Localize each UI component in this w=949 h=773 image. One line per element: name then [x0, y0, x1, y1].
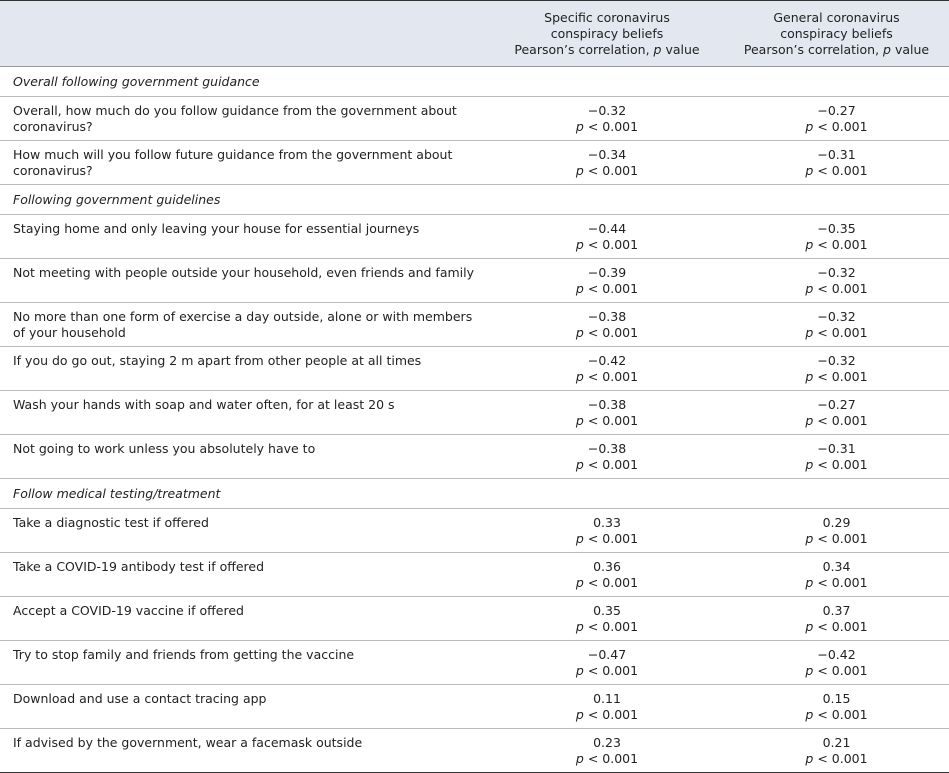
table-row	[0, 97, 949, 141]
p-value: < 0.001	[587, 663, 639, 678]
p-symbol: p	[575, 575, 584, 590]
p-symbol: p	[575, 237, 584, 252]
specific-value: −0.38	[587, 309, 627, 324]
p-value: < 0.001	[587, 237, 639, 252]
general-cell	[724, 97, 949, 140]
general-cell	[724, 141, 949, 184]
p-symbol: p	[805, 163, 814, 178]
row-label: How much will you follow future guidance from the government about coronavirus?	[13, 147, 453, 178]
general-value: 0.37	[822, 603, 851, 618]
specific-p	[490, 163, 724, 179]
specific-value: −0.44	[587, 221, 627, 236]
header-col-item	[0, 1, 490, 66]
general-cell	[724, 347, 949, 390]
specific-cell	[490, 141, 724, 184]
p-value: < 0.001	[587, 751, 639, 766]
p-value: < 0.001	[587, 707, 639, 722]
general-p	[724, 575, 949, 591]
specific-value: −0.34	[587, 147, 627, 162]
general-value: 0.34	[822, 559, 851, 574]
general-cell	[724, 597, 949, 640]
general-p	[724, 237, 949, 253]
table-row	[0, 215, 949, 259]
header-general-line3-text: Pearson’s correlation,	[743, 42, 880, 57]
table-row	[0, 303, 949, 347]
table-body	[0, 67, 949, 773]
p-symbol: p	[575, 281, 584, 296]
general-p	[724, 751, 949, 767]
general-p	[724, 619, 949, 635]
p-value: < 0.001	[817, 531, 868, 546]
general-p	[724, 325, 949, 341]
general-p	[724, 119, 949, 135]
p-value: < 0.001	[587, 325, 639, 340]
p-value: < 0.001	[817, 281, 868, 296]
specific-cell	[490, 303, 724, 346]
specific-p	[490, 457, 724, 473]
p-symbol: p	[575, 531, 584, 546]
table-row	[0, 729, 949, 773]
p-value: < 0.001	[817, 619, 868, 634]
row-label: Not going to work unless you absolutely have to	[13, 441, 316, 456]
p-symbol: p	[805, 413, 814, 428]
section-heading: Overall following government guidance	[0, 67, 949, 97]
table-row	[0, 259, 949, 303]
specific-p	[490, 751, 724, 767]
specific-value: 0.11	[593, 691, 621, 706]
p-value: < 0.001	[587, 281, 639, 296]
row-label: If advised by the government, wear a facemask outside	[13, 735, 363, 750]
general-p	[724, 413, 949, 429]
specific-cell	[490, 685, 724, 728]
p-symbol: p	[575, 707, 584, 722]
table-row	[0, 435, 949, 479]
general-value: −0.35	[817, 221, 856, 236]
header-specific-line1: Specific coronavirus	[544, 10, 670, 25]
row-label: Not meeting with people outside your household, even friends and family	[13, 265, 475, 280]
specific-value: 0.36	[593, 559, 621, 574]
header-specific-line3	[490, 42, 724, 58]
general-p	[724, 457, 949, 473]
general-p	[724, 369, 949, 385]
general-value: −0.27	[817, 397, 856, 412]
p-value: < 0.001	[587, 531, 639, 546]
p-symbol: p	[575, 369, 584, 384]
general-cell	[724, 685, 949, 728]
general-p	[724, 707, 949, 723]
header-specific-p: p	[653, 42, 662, 57]
specific-p	[490, 663, 724, 679]
general-cell	[724, 215, 949, 258]
specific-cell	[490, 509, 724, 552]
specific-p	[490, 369, 724, 385]
table-row	[0, 641, 949, 685]
header-general-line3	[724, 42, 949, 58]
specific-cell	[490, 97, 724, 140]
p-symbol: p	[805, 237, 814, 252]
specific-value: 0.33	[593, 515, 621, 530]
specific-p	[490, 325, 724, 341]
general-value: −0.32	[817, 309, 856, 324]
header-general-line1: General coronavirus	[773, 10, 900, 25]
specific-cell	[490, 435, 724, 478]
specific-value: −0.38	[587, 397, 627, 412]
specific-value: −0.39	[587, 265, 627, 280]
general-value: 0.15	[822, 691, 851, 706]
header-specific-value: value	[665, 42, 700, 57]
specific-value: −0.38	[587, 441, 627, 456]
p-value: < 0.001	[817, 575, 868, 590]
p-symbol: p	[805, 325, 814, 340]
specific-cell	[490, 553, 724, 596]
header-general-line2: conspiracy beliefs	[780, 26, 893, 41]
table-row	[0, 509, 949, 553]
table-row	[0, 553, 949, 597]
specific-cell	[490, 641, 724, 684]
specific-p	[490, 119, 724, 135]
p-value: < 0.001	[817, 751, 868, 766]
header-specific-line2: conspiracy beliefs	[550, 26, 664, 41]
general-value: 0.29	[822, 515, 851, 530]
specific-cell	[490, 347, 724, 390]
p-symbol: p	[575, 325, 584, 340]
general-value: −0.42	[817, 647, 856, 662]
row-label: Accept a COVID-19 vaccine if offered	[13, 603, 244, 618]
p-symbol: p	[805, 457, 814, 472]
p-symbol: p	[575, 663, 584, 678]
specific-value: 0.35	[593, 603, 621, 618]
p-symbol: p	[805, 369, 814, 384]
general-cell	[724, 509, 949, 552]
specific-p	[490, 281, 724, 297]
p-value: < 0.001	[587, 119, 639, 134]
table-row	[0, 391, 949, 435]
specific-p	[490, 531, 724, 547]
p-symbol: p	[805, 281, 814, 296]
p-symbol: p	[805, 575, 814, 590]
table-header	[0, 1, 949, 67]
p-value: < 0.001	[817, 325, 868, 340]
table-row	[0, 141, 949, 185]
row-label: Download and use a contact tracing app	[13, 691, 267, 706]
general-cell	[724, 553, 949, 596]
general-value: −0.32	[817, 265, 856, 280]
table-row	[0, 597, 949, 641]
p-symbol: p	[575, 619, 584, 634]
table-row	[0, 347, 949, 391]
row-label: Overall, how much do you follow guidance from the government about coronavirus?	[13, 103, 457, 134]
general-cell	[724, 641, 949, 684]
general-p	[724, 663, 949, 679]
specific-cell	[490, 391, 724, 434]
specific-cell	[490, 729, 724, 772]
p-value: < 0.001	[817, 237, 868, 252]
row-label: Wash your hands with soap and water often, for at least 20 s	[13, 397, 395, 412]
general-p	[724, 531, 949, 547]
specific-value: −0.47	[587, 647, 627, 662]
p-value: < 0.001	[587, 413, 639, 428]
p-symbol: p	[805, 751, 814, 766]
specific-p	[490, 237, 724, 253]
general-cell	[724, 391, 949, 434]
specific-p	[490, 707, 724, 723]
specific-p	[490, 413, 724, 429]
general-value: −0.31	[817, 147, 856, 162]
general-cell	[724, 259, 949, 302]
p-symbol: p	[805, 663, 814, 678]
row-label: Take a diagnostic test if offered	[13, 515, 209, 530]
general-p	[724, 163, 949, 179]
header-general-p: p	[883, 42, 891, 57]
section-heading: Following government guidelines	[0, 185, 949, 215]
p-value: < 0.001	[817, 119, 868, 134]
p-symbol: p	[575, 163, 584, 178]
specific-p	[490, 619, 724, 635]
p-symbol: p	[805, 531, 814, 546]
specific-cell	[490, 259, 724, 302]
general-value: −0.31	[817, 441, 856, 456]
general-value: −0.27	[817, 103, 856, 118]
specific-value: −0.32	[587, 103, 627, 118]
p-value: < 0.001	[817, 457, 868, 472]
specific-value: −0.42	[587, 353, 627, 368]
p-value: < 0.001	[817, 369, 868, 384]
general-cell	[724, 729, 949, 772]
row-label: Take a COVID-19 antibody test if offered	[13, 559, 265, 574]
row-label: No more than one form of exercise a day outside, alone or with members of your household	[13, 309, 473, 340]
table-row	[0, 685, 949, 729]
p-value: < 0.001	[817, 663, 868, 678]
specific-cell	[490, 215, 724, 258]
specific-cell	[490, 597, 724, 640]
section-heading: Follow medical testing/treatment	[0, 479, 949, 509]
p-value: < 0.001	[587, 163, 639, 178]
header-general-value: value	[894, 42, 930, 57]
p-symbol: p	[805, 619, 814, 634]
row-label: Try to stop family and friends from getting the vaccine	[13, 647, 355, 662]
p-symbol: p	[575, 119, 584, 134]
general-value: −0.32	[817, 353, 856, 368]
specific-value: 0.23	[593, 735, 621, 750]
general-cell	[724, 435, 949, 478]
row-label: If you do go out, staying 2 m apart from other people at all times	[13, 353, 422, 368]
header-specific-line3-text: Pearson’s correlation,	[514, 42, 650, 57]
p-symbol: p	[805, 119, 814, 134]
p-symbol: p	[805, 707, 814, 722]
p-symbol: p	[575, 413, 584, 428]
row-label: Staying home and only leaving your house for essential journeys	[13, 221, 420, 236]
general-cell	[724, 303, 949, 346]
p-value: < 0.001	[587, 619, 639, 634]
p-value: < 0.001	[587, 369, 639, 384]
p-value: < 0.001	[817, 163, 868, 178]
specific-p	[490, 575, 724, 591]
p-value: < 0.001	[587, 575, 639, 590]
p-symbol: p	[575, 751, 584, 766]
p-value: < 0.001	[817, 413, 868, 428]
header-col-specific	[490, 1, 724, 66]
p-value: < 0.001	[587, 457, 639, 472]
header-col-general	[724, 1, 949, 66]
general-p	[724, 281, 949, 297]
p-symbol: p	[575, 457, 584, 472]
general-value: 0.21	[822, 735, 851, 750]
p-value: < 0.001	[817, 707, 868, 722]
